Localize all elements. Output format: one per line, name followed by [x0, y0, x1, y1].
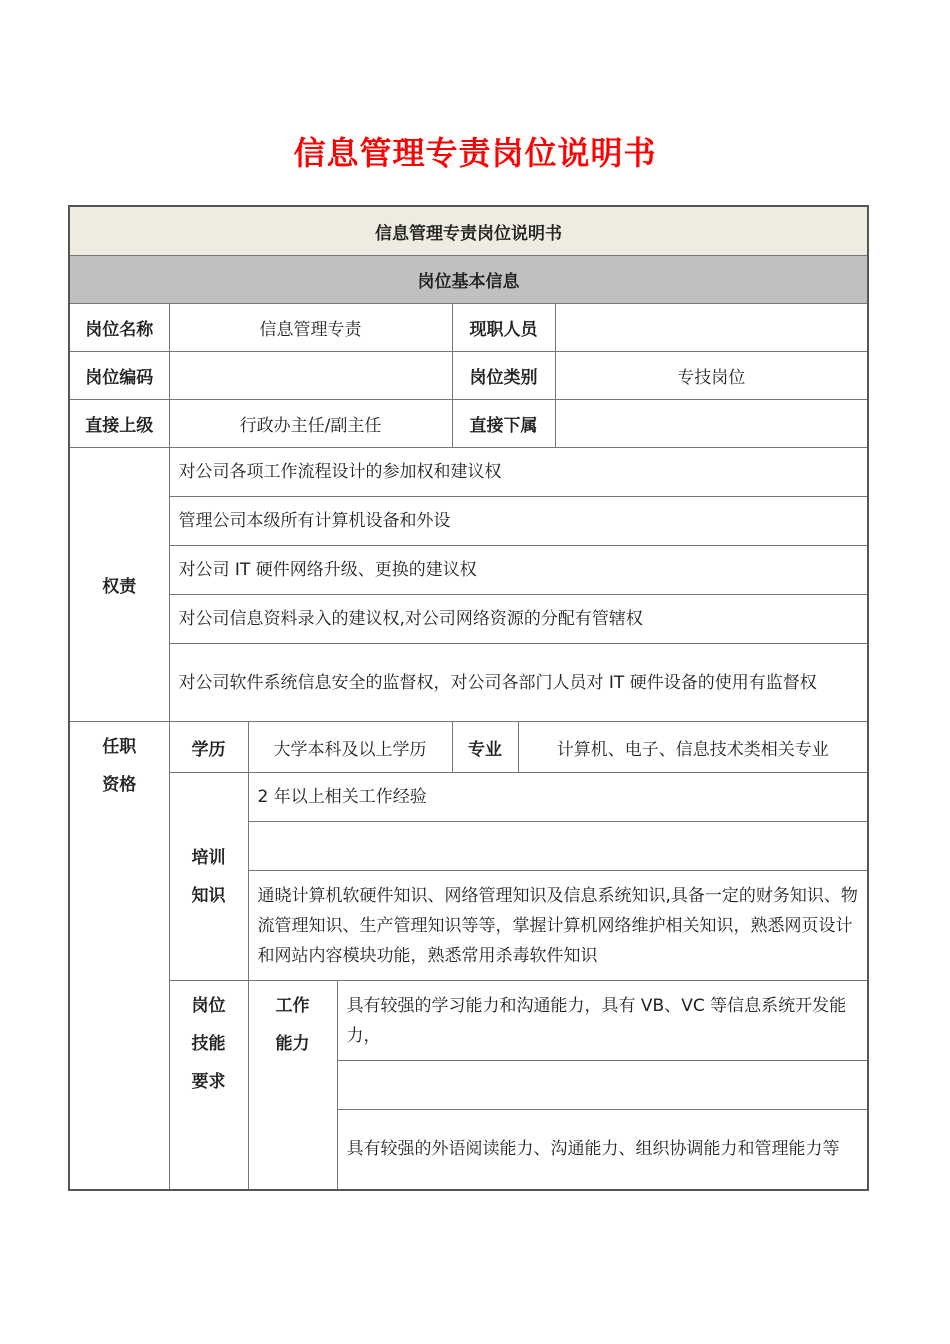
current-staff-value	[555, 304, 868, 352]
major-label: 专业	[452, 722, 518, 773]
training-item: 通晓计算机软硬件知识、网络管理知识及信息系统知识,具备一定的财务知识、物流管理知识、生产管理知识等等，掌握计算机网络维护相关知识，熟悉网页设计和网站内容模块功能，熟悉常用杀毒软件知识	[248, 871, 868, 981]
section-basic-info: 岗位基本信息	[69, 256, 868, 304]
authority-item: 管理公司本级所有计算机设备和外设	[169, 497, 868, 546]
job-description-table	[68, 205, 869, 1191]
qualification-label: 任职 资格	[69, 722, 169, 1190]
position-category-value: 专技岗位	[555, 352, 868, 400]
training-label: 培训 知识	[169, 773, 248, 981]
education-value: 大学本科及以上学历	[248, 722, 452, 773]
current-staff-label: 现职人员	[452, 304, 555, 352]
table-header: 信息管理专责岗位说明书	[69, 206, 868, 256]
direct-subordinate-label: 直接下属	[452, 400, 555, 448]
skill-item: 具有较强的外语阅读能力、沟通能力、组织协调能力和管理能力等	[337, 1110, 868, 1190]
training-item: 2 年以上相关工作经验	[248, 773, 868, 822]
work-ability-label: 工作 能力	[248, 981, 337, 1190]
direct-subordinate-value	[555, 400, 868, 448]
skill-item	[337, 1061, 868, 1110]
direct-superior-label: 直接上级	[69, 400, 169, 448]
authority-item: 对公司各项工作流程设计的参加权和建议权	[169, 448, 868, 497]
position-name-value: 信息管理专责	[169, 304, 452, 352]
position-category-label: 岗位类别	[452, 352, 555, 400]
page-title: 信息管理专责岗位说明书	[293, 134, 657, 172]
authority-item: 对公司软件系统信息安全的监督权，对公司各部门人员对 IT 硬件设备的使用有监督权	[169, 644, 868, 722]
skill-item: 具有较强的学习能力和沟通能力，具有 VB、VC 等信息系统开发能力，	[337, 981, 868, 1061]
direct-superior-value: 行政办主任/副主任	[169, 400, 452, 448]
authority-item: 对公司 IT 硬件网络升级、更换的建议权	[169, 546, 868, 595]
major-value: 计算机、电子、信息技术类相关专业	[518, 722, 868, 773]
position-code-label: 岗位编码	[69, 352, 169, 400]
position-name-label: 岗位名称	[69, 304, 169, 352]
authority-item: 对公司信息资料录入的建议权,对公司网络资源的分配有管辖权	[169, 595, 868, 644]
skills-label: 岗位 技能 要求	[169, 981, 248, 1190]
education-label: 学历	[169, 722, 248, 773]
position-code-value	[169, 352, 452, 400]
training-item	[248, 822, 868, 871]
authority-label: 权责	[69, 448, 169, 722]
